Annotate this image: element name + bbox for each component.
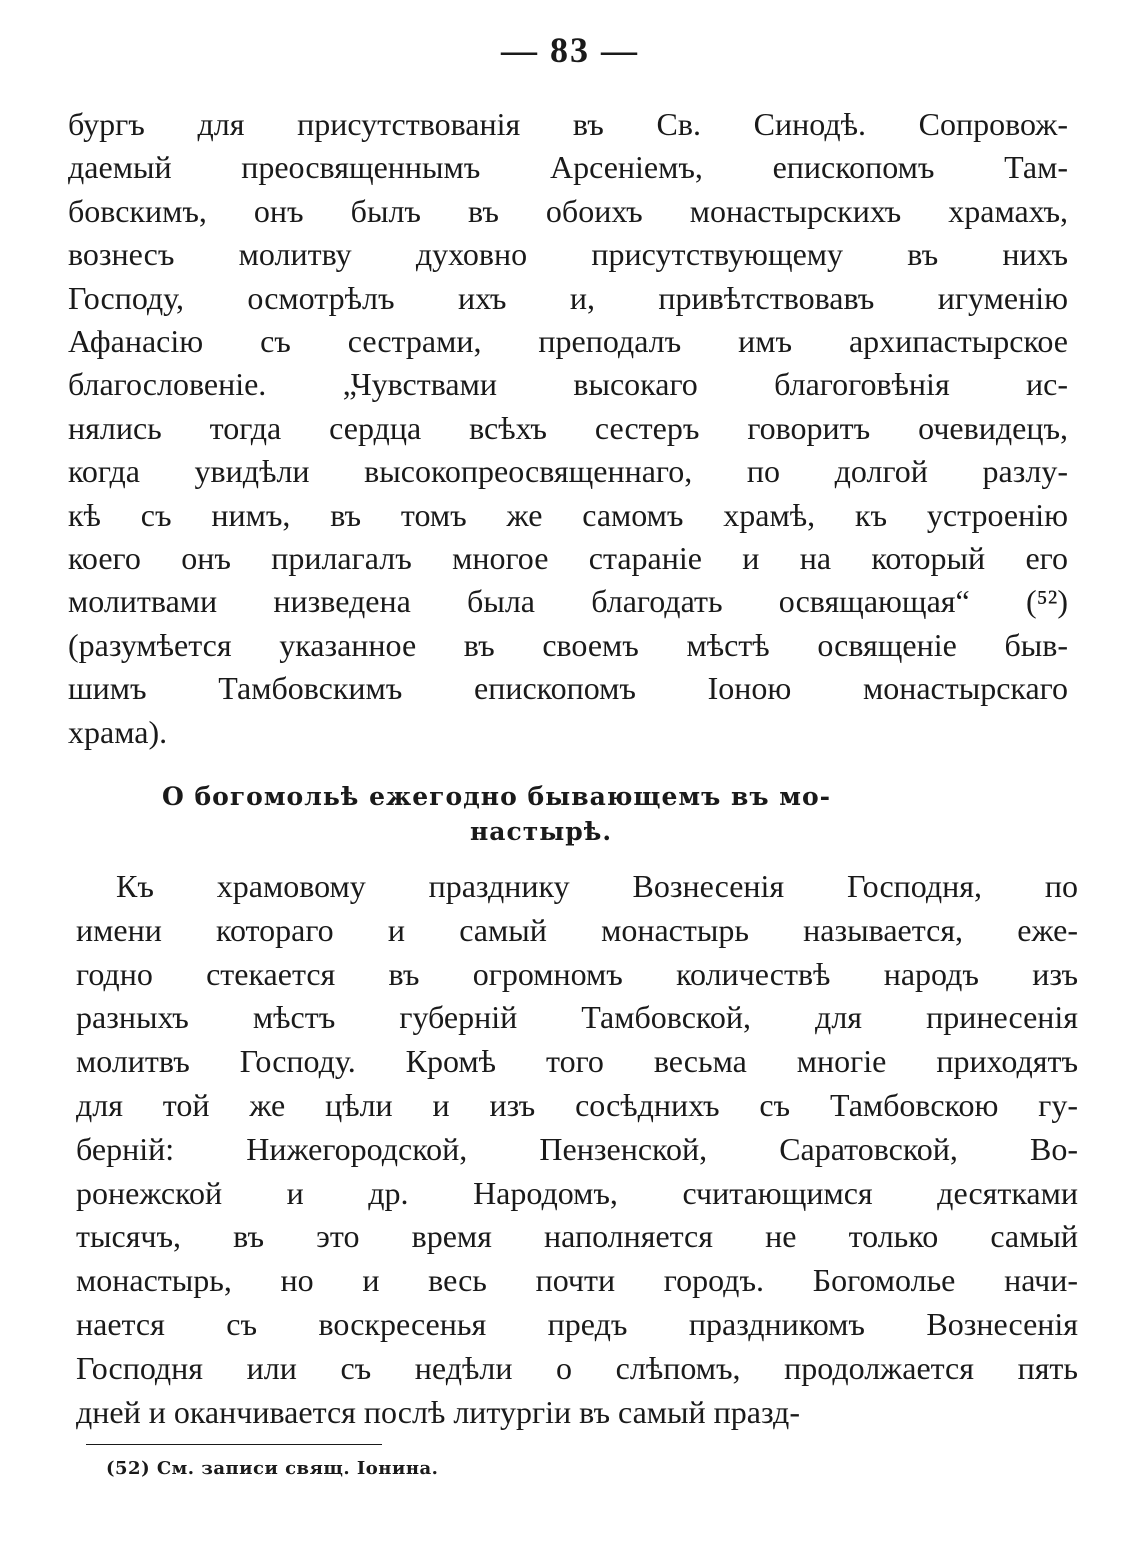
text-line: молитвами низведена была благодать освящающая“ (⁵²): [68, 583, 1068, 620]
page-number: — 83 —: [501, 30, 639, 70]
text-line: шимъ Тамбовскимъ епископомъ Іоною монастырскаго: [68, 670, 1068, 707]
text-line: молитвъ Господу. Кромѣ того весьма многіе приходятъ: [76, 1043, 1078, 1080]
text-line: бовскимъ, онъ былъ въ обоихъ монастырскихъ храмахъ,: [68, 192, 1068, 229]
heading-line: настырѣ.: [470, 817, 613, 846]
text-line: ронежской и др. Народомъ, считающимся десятками: [76, 1174, 1078, 1211]
text-line: коего онъ прилагалъ многое стараніе и на который его: [68, 540, 1068, 576]
text-line: Афанасію съ сестрами, преподалъ имъ архипастырское: [68, 323, 1068, 359]
text-line: берній: Нижегородской, Пензенской, Саратовской, Во-: [76, 1130, 1078, 1167]
text-line: даемый преосвященнымъ Арсеніемъ, епископомъ Там-: [68, 149, 1068, 186]
text-line: храма).: [68, 713, 168, 750]
text-line: Господу, осмотрѣлъ ихъ и, привѣтствовавъ игуменію: [68, 279, 1068, 316]
heading-line: О богомольѣ ежегодно бывающемъ въ мо-: [162, 782, 831, 811]
text-line: (разумѣется указанное въ своемъ мѣстѣ освященіе быв-: [68, 626, 1068, 663]
text-line: благословеніе. „Чувствами высокаго благоговѣнія ис-: [68, 366, 1068, 403]
text-line: для той же цѣли и изъ сосѣднихъ съ Тамбовскою гу-: [76, 1087, 1078, 1123]
text-line: бургъ для присутствованія въ Св. Синодѣ. Сопровож-: [68, 106, 1068, 142]
text-line: имени котораго и самый монастырь называется, еже-: [76, 911, 1078, 948]
text-line: Къ храмовому празднику Вознесенія Господня, по: [116, 868, 1078, 904]
text-line: годно стекается въ огромномъ количествѣ народъ изъ: [76, 955, 1078, 992]
text-line: Господня или съ недѣли о слѣпомъ, продолжается пять: [76, 1349, 1078, 1386]
text-line: разныхъ мѣстъ губерній Тамбовской, для принесенія: [76, 999, 1078, 1036]
text-line: когда увидѣли высокопреосвященнаго, по долгой разлу-: [68, 453, 1068, 490]
text-line: монастырь, но и весь почти городъ. Богомолье начи-: [76, 1262, 1078, 1299]
footnote: (52) См. записи свящ. Іонина.: [106, 1458, 439, 1479]
text-line: нялись тогда сердца всѣхъ сестеръ говоритъ очевидецъ,: [68, 409, 1068, 446]
text-line: тысячъ, въ это время наполняется не только самый: [76, 1218, 1078, 1255]
text-line: вознесъ молитву духовно присутствующему въ нихъ: [68, 236, 1068, 273]
text-line: нается съ воскресенья предъ праздникомъ Вознесенія: [76, 1306, 1078, 1342]
footnote-rule: [86, 1444, 382, 1445]
text-line: дней и оканчивается послѣ литургіи въ самый празд-: [76, 1393, 800, 1430]
text-line: кѣ съ нимъ, въ томъ же самомъ храмѣ, къ устроенію: [68, 496, 1068, 533]
